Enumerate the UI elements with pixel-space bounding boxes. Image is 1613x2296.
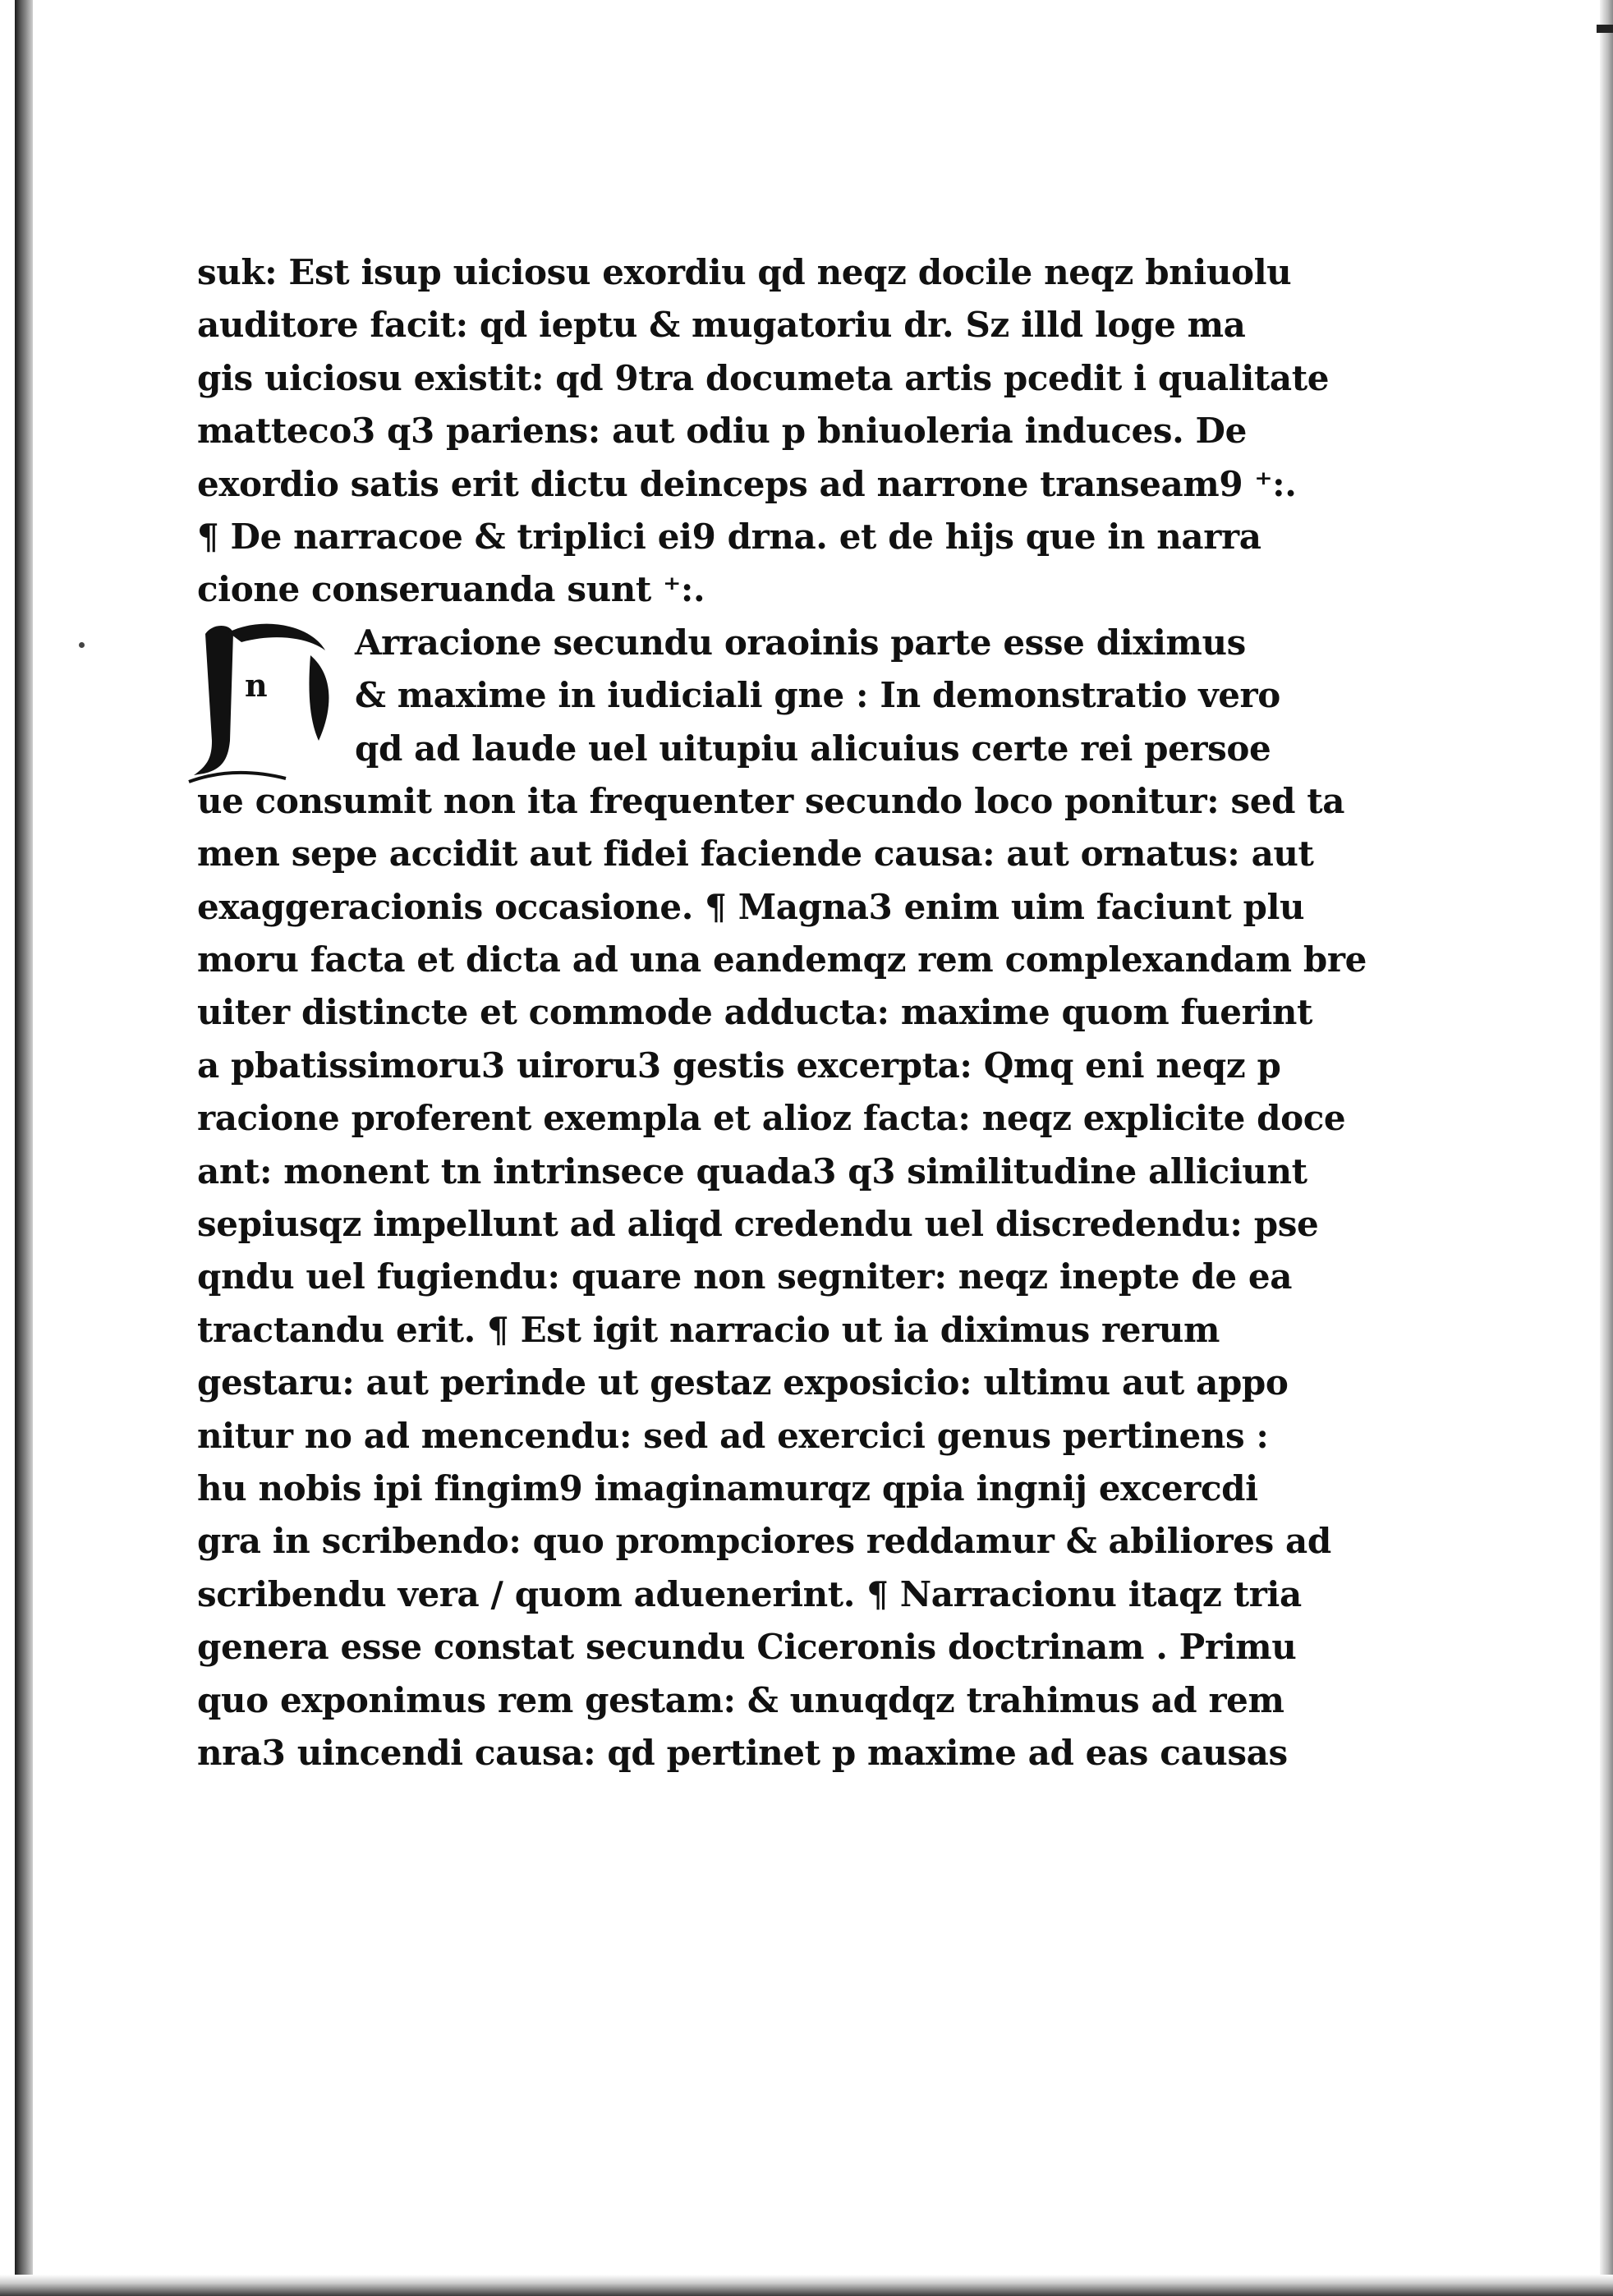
- text-line-16: a pbatissimoru3 uiroru3 gestis excerpta: Qmq eni neqz p: [197, 1045, 1281, 1086]
- scan-left-shadow: [15, 0, 33, 2296]
- chapter-heading-line-1: ¶ De narracoe & triplici ei9 drna. et de hijs que in narra: [197, 516, 1261, 557]
- text-line-26: scribendu vera / quom aduenerint. ¶ Narracionu itaqz tria: [197, 1573, 1302, 1614]
- text-line-17: racione proferent exempla et alioz facta: neqz explicite doce: [197, 1098, 1346, 1139]
- text-line-23: nitur no ad mencendu: sed ad exercici genus pertinens :: [197, 1415, 1269, 1456]
- text-line-29: nra3 uincendi causa: qd pertinet p maxime ad eas causas: [197, 1732, 1288, 1773]
- text-line-27: genera esse constat secundu Ciceronis doctrinam . Primu: [197, 1627, 1297, 1668]
- scan-bottom-edge: [0, 2275, 1613, 2296]
- text-line-14: moru facta et dicta ad una eandemqz rem complexandam bre: [197, 939, 1367, 980]
- text-line-8: Arracione secundu oraoinis parte esse diximus: [355, 622, 1246, 663]
- main-text-column: [197, 246, 1367, 1779]
- text-line-10: qd ad laude uel uitupiu alicuius certe rei persoe: [355, 728, 1271, 769]
- text-line-9: & maxime in iudiciali gne : In demonstratio vero: [355, 675, 1280, 716]
- text-line-22: gestaru: aut perinde ut gestaz exposicio: ultimu aut appo: [197, 1362, 1289, 1403]
- ink-speck: [79, 642, 85, 648]
- text-line-12: men sepe accidit aut fidei faciende causa: aut ornatus: aut: [197, 833, 1314, 875]
- text-line-24: hu nobis ipi fingim9 imaginamurqz qpia ingnij excercdi: [197, 1467, 1258, 1508]
- text-line-5: exordio satis erit dictu deinceps ad narrone transeam9 ⁺:.: [197, 463, 1297, 504]
- text-line-25: gra in scribendo: quo prompciores reddamur & abiliores ad: [197, 1521, 1331, 1562]
- text-line-4: matteco3 q3 pariens: aut odiu p bniuoleria induces. De: [197, 411, 1247, 452]
- scan-right-edge: [1600, 0, 1613, 2296]
- text-line-21: tractandu erit. ¶ Est igit narracio ut ia diximus rerum: [197, 1309, 1220, 1350]
- text-line-1: suk: Est isup uiciosu exordiu qd neqz docile neqz bniuolu: [197, 252, 1292, 292]
- text-line-11: ue consumit non ita frequenter secundo loco ponitur: sed ta: [197, 780, 1345, 821]
- chapter-heading-line-2: cione conseruanda sunt ⁺:.: [197, 569, 705, 610]
- text-line-20: qndu uel fugiendu: quare non segniter: neqz inepte de ea: [197, 1256, 1293, 1297]
- text-line-15: uiter distincte et commode adducta: maxime quom fuerint: [197, 992, 1313, 1033]
- text-line-18: ant: monent tn intrinsece quada3 q3 similitudine alliciunt: [197, 1150, 1307, 1192]
- corner-mark: [1597, 25, 1613, 33]
- text-line-19: sepiusqz impellunt ad aliqd credendu uel discredendu: pse: [197, 1204, 1319, 1245]
- text-line-3: gis uiciosu existit: qd 9tra documeta artis pcedit i qualitate: [197, 357, 1330, 398]
- guide-letter: n: [245, 667, 268, 704]
- text-line-13: exaggeracionis occasione. ¶ Magna3 enim uim faciunt plu: [197, 886, 1305, 927]
- text-line-28: quo exponimus rem gestam: & unuqdqz trahimus ad rem: [197, 1679, 1284, 1720]
- text-line-2: auditore facit: qd ieptu & mugatoriu dr. Sz illd loge ma: [197, 305, 1246, 346]
